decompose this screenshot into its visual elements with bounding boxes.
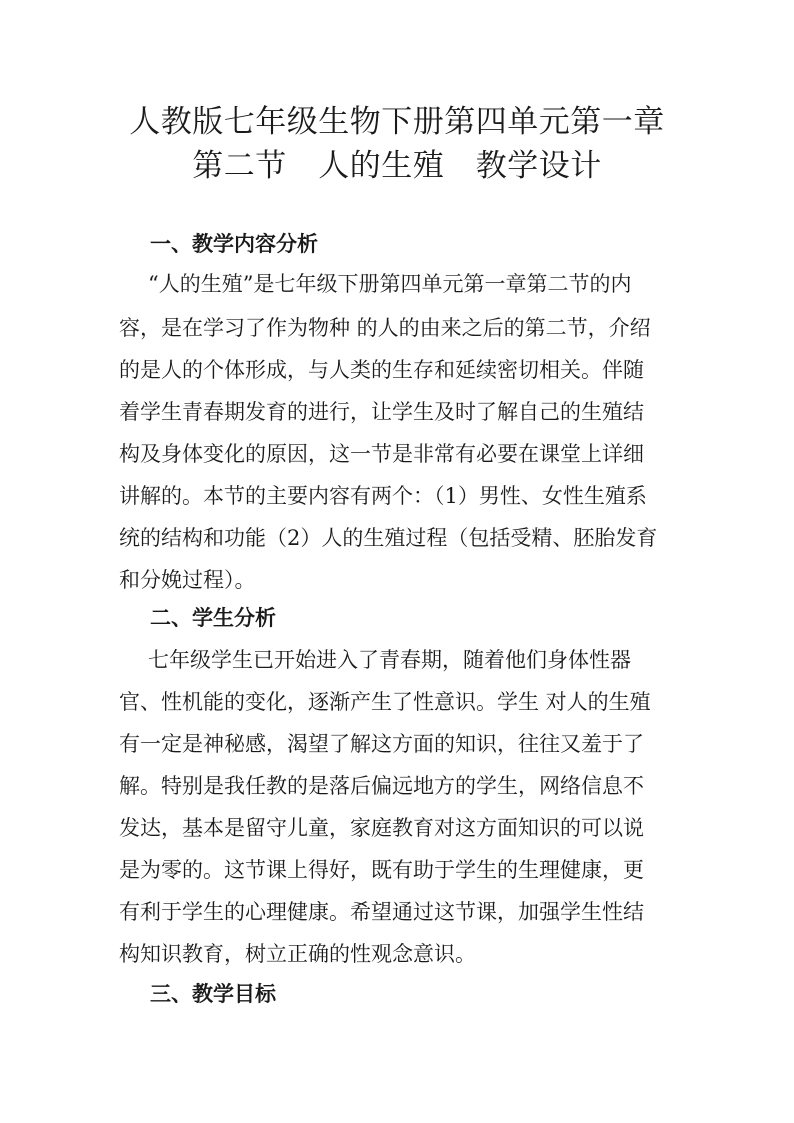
section-heading-student-analysis: 二、学生分析 xyxy=(150,605,276,630)
section-heading-teaching-goals: 三、教学目标 xyxy=(150,981,276,1006)
paragraph-line: “人的生殖”是七年级下册第四单元第一章第二节的内 xyxy=(148,272,632,296)
section-heading-content-analysis: 一、教学内容分析 xyxy=(150,231,318,256)
paragraph-line: 有一定是神秘感，渴望了解这方面的知识，往往又羞于了 xyxy=(119,732,644,756)
paragraph-line: 是为零的。这节课上得好，既有助于学生的生理健康，更 xyxy=(119,858,644,882)
paragraph-line: 构及身体变化的原因，这一节是非常有必要在课堂上详细 xyxy=(119,442,644,466)
paragraph-line: 官、性机能的变化，逐渐产生了性意识。学生 对人的生殖 xyxy=(119,690,651,714)
paragraph-line: 解。特别是我任教的是落后偏远地方的学生，网络信息不 xyxy=(119,774,644,798)
paragraph-line: 的是人的个体形成，与人类的生存和延续密切相关。伴随 xyxy=(119,358,644,382)
paragraph-line: 和分娩过程）。 xyxy=(119,568,256,592)
paragraph-line: 七年级学生已开始进入了青春期，随着他们身体性器 xyxy=(148,648,631,672)
document-title-line-2: 第二节 人的生殖 教学设计 xyxy=(192,148,602,184)
document-title-line-1: 人教版七年级生物下册第四单元第一章 xyxy=(129,104,665,140)
paragraph-line: 发达，基本是留守儿童，家庭教育对这方面知识的可以说 xyxy=(119,816,644,840)
paragraph-line: 有利于学生的心理健康。希望通过这节课，加强学生性结 xyxy=(119,900,644,924)
paragraph-line: 构知识教育，树立正确的性观念意识。 xyxy=(119,942,476,966)
paragraph-line: 讲解的。本节的主要内容有两个：（1）男性、女性生殖系 xyxy=(119,484,647,508)
paragraph-line: 容，是在学习了作为物种 的人的由来之后的第二节，介绍 xyxy=(119,316,651,340)
paragraph-line: 统的结构和功能（2）人的生殖过程（包括受精、胚胎发育 xyxy=(119,526,658,550)
paragraph-line: 着学生青春期发育的进行，让学生及时了解自己的生殖结 xyxy=(119,400,644,424)
